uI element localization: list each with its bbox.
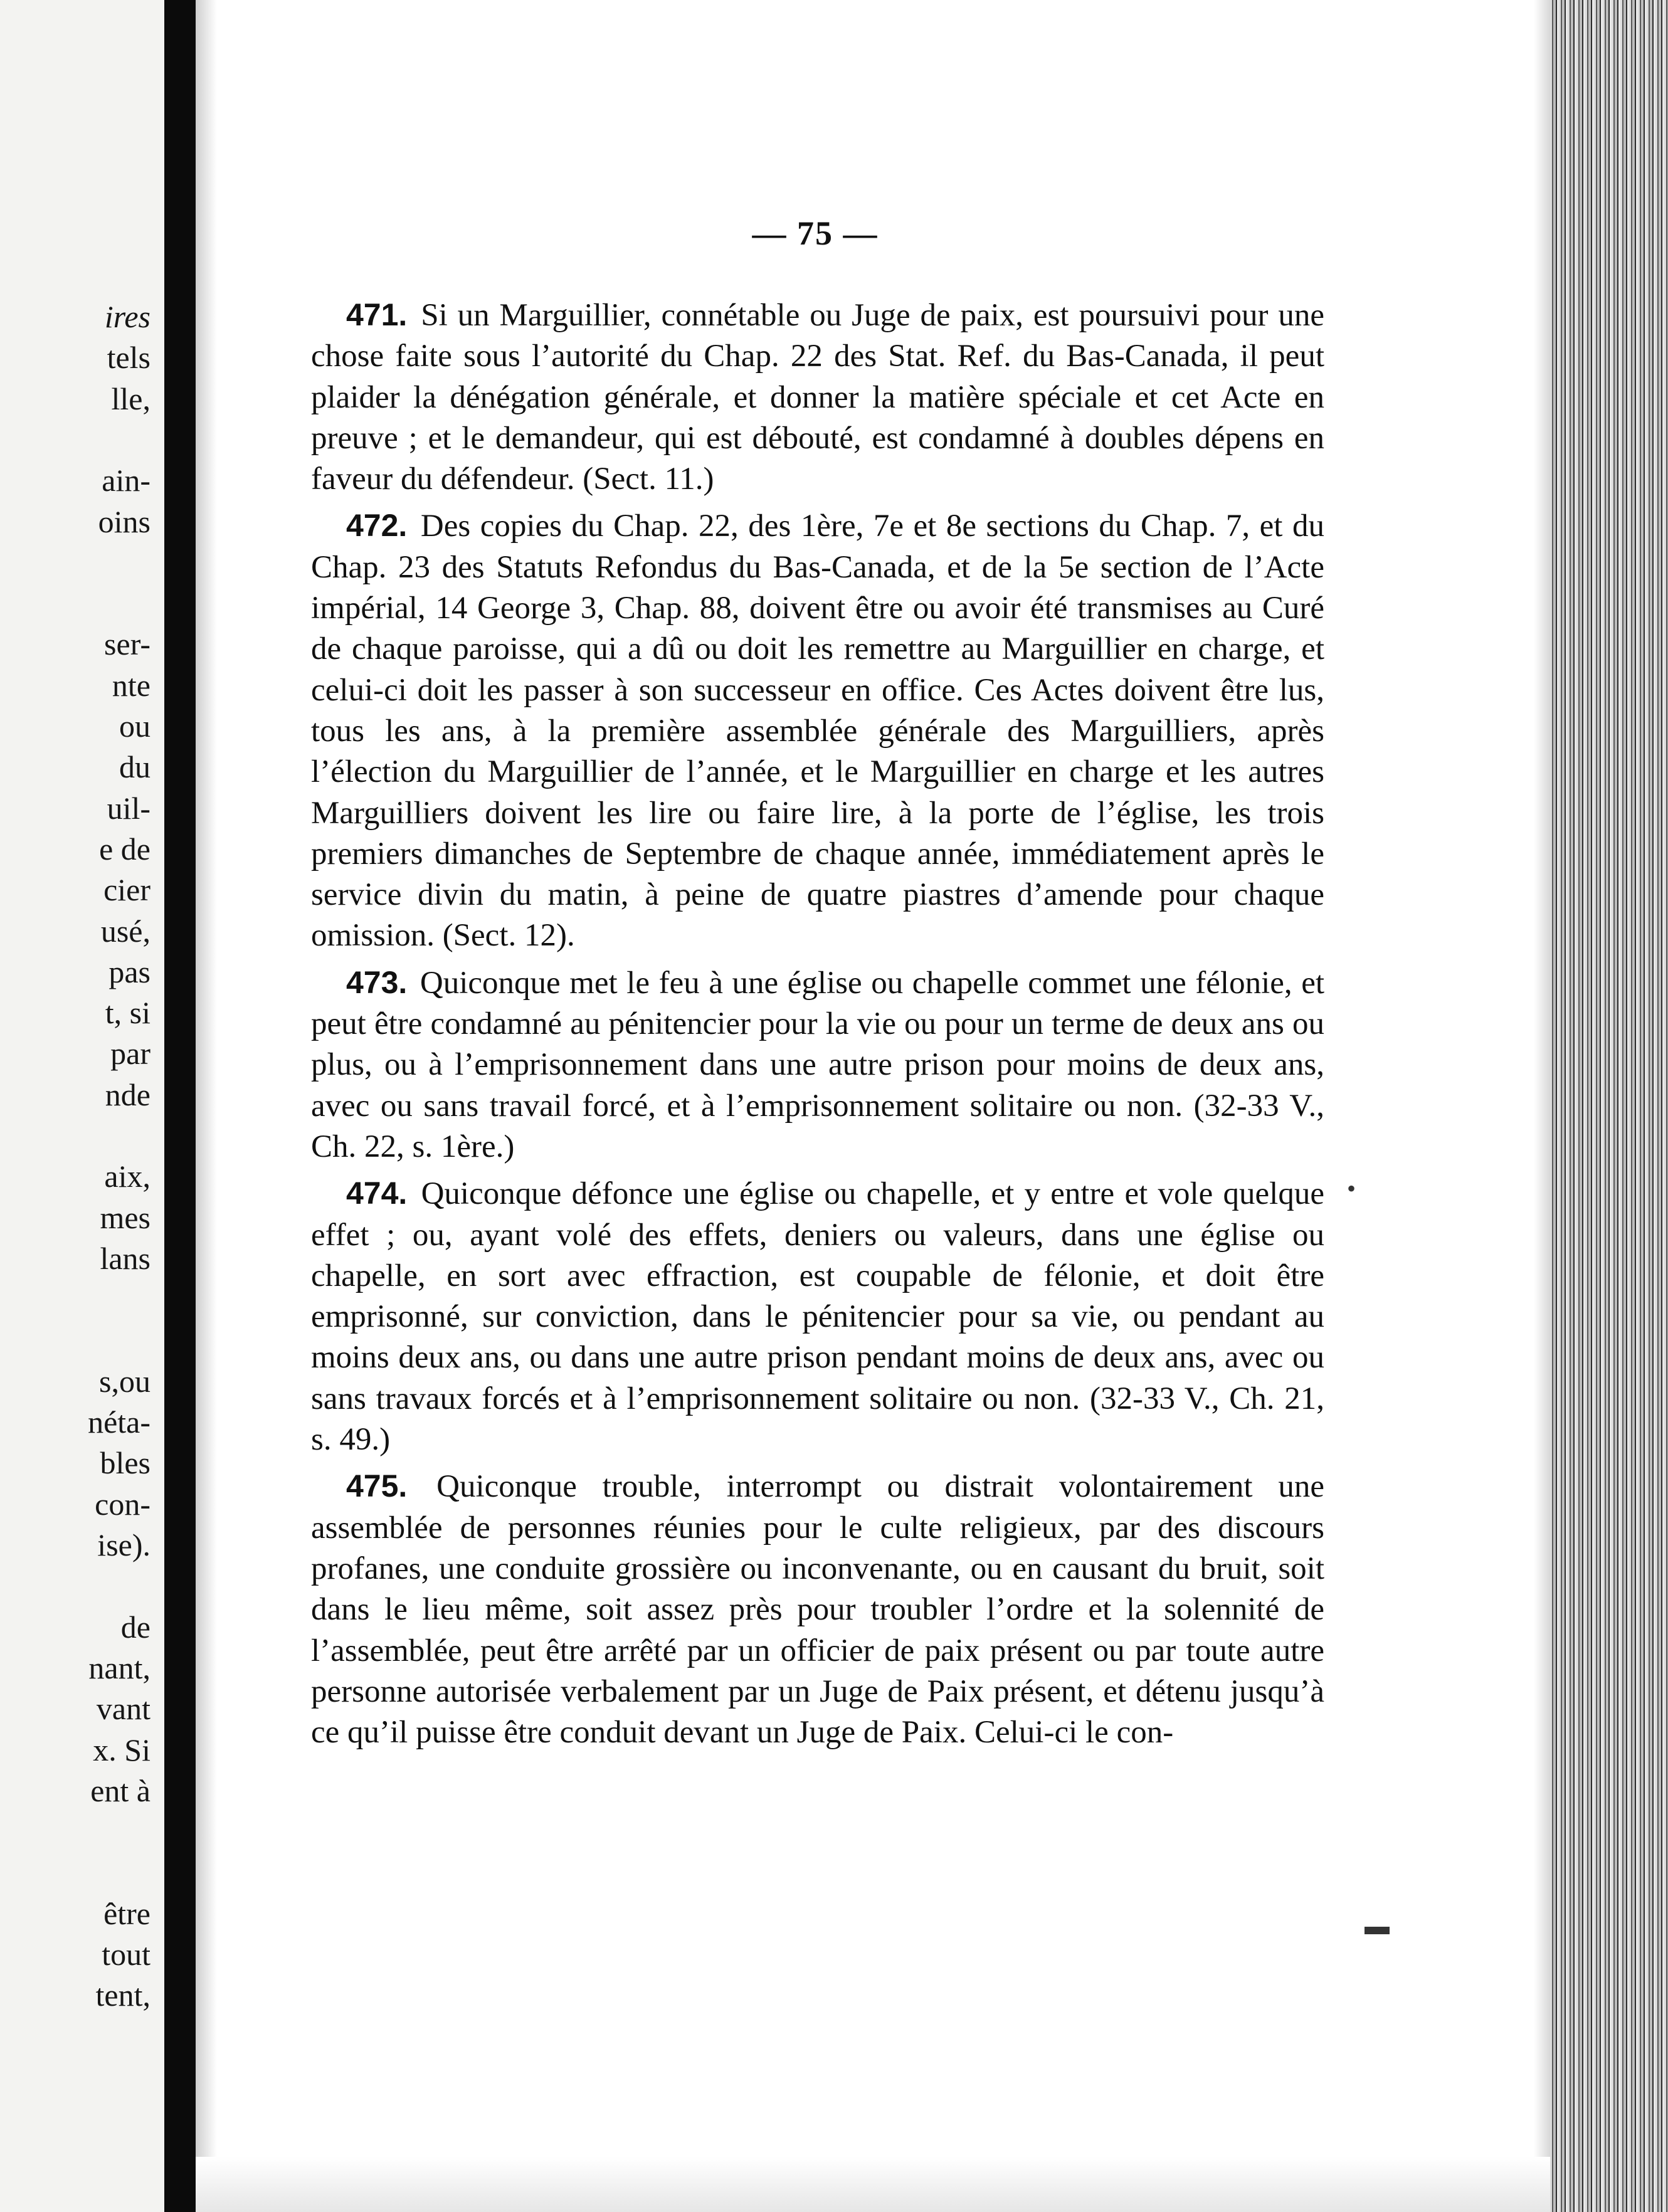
article-473 [311,962,1324,1167]
facing-page-fragment: tout [102,1937,150,1972]
article-number: 474. [346,1176,408,1211]
article-474 [311,1173,1324,1460]
article-number: 471. [346,297,408,332]
facing-page-fragment: vant [96,1691,150,1727]
facing-page-fragment: du [119,749,150,785]
facing-page-fragment: cier [103,872,150,908]
facing-page-fragment: être [103,1895,150,1931]
facing-page-fragment: nant, [88,1650,150,1685]
book-binding-shadow [164,0,196,2212]
facing-page-fragment: oins [98,503,150,539]
page-stack-edge [1550,0,1668,2212]
article-text: Des copies du Chap. 22, des 1ère, 7e et 8e sections du Chap. 7, et du Chap. 23 des Statuts Refondus du Bas-Canada, et de la 5e section de l’Acte impérial, 14 George 3, Chap. 88, doivent être ou avoir été transmises au Curé de chaque paroisse, qui a dû ou doit les remettre au Marguillier en charge, et celui-ci doit les passer à son successeur en office. Ces Actes doivent être lus, tous les ans, à la première assemblée générale des Marguilliers, après l’élection du Marguillier de l’année, et le Marguillier en charge et les autres Marguilliers doivent les lire ou faire lire, à la porte de l’église, les trois premiers dimanches de Septembre de chaque année, immédiatement après le service divin du matin, à peine de quatre piastres d’amende pour chaque omission. (Sect. 12). [311,508,1325,954]
article-number: 473. [346,964,408,1000]
facing-page-fragment: s,ou [99,1363,150,1399]
article-number: 472. [346,508,408,544]
article-472 [311,505,1324,956]
facing-page-fragment: tels [107,340,150,376]
bottom-page-shade [196,2157,1550,2212]
scan-speck: • [1347,1174,1356,1203]
facing-page-fragment: de [120,1609,150,1645]
article-text: Si un Marguillier, connétable ou Juge de paix, est poursuivi pour une chose faite sous l’autorité du Chap. 22 des Stat. Ref. du Bas-Canada, il peut plaider la dénégation générale, et donner la matière spéciale et cet Acte en preuve ; et le demandeur, qui est débouté, est condamné à doubles dépens en faveur du défendeur. (Sect. 11.) [311,298,1325,497]
facing-page-fragment: con- [95,1486,150,1522]
facing-page-fragment: usé, [100,913,150,949]
facing-page-fragment: ires [104,299,150,334]
facing-page-fragment: lle, [111,381,150,416]
facing-page-fragment: uil- [107,790,150,826]
facing-page-fragment: pas [108,954,150,989]
facing-page-edge [0,0,164,2212]
facing-page-fragment: nde [105,1077,150,1112]
article-text: Quiconque met le feu à une église ou chapelle commet une félonie, et peut être condamné au pénitencier pour la vie ou pour un terme de deux ans ou plus, ou à l’emprisonnement dans une autre prison pour moins de deux ans, avec ou sans travail forcé, et à l’emprisonnement solitaire ou non. (32-33 V., Ch. 22, s. 1ère.) [311,965,1324,1164]
page-body [311,295,1324,1759]
facing-page-fragment: ou [119,708,150,744]
fore-edge-shadow [1534,0,1550,2212]
facing-page-fragment: aix, [104,1159,150,1194]
facing-page-fragment: néta- [88,1404,150,1440]
facing-page-fragment: t, si [105,995,150,1031]
facing-page-fragment: x. Si [93,1732,150,1767]
scan-speck: ▬ [1364,1912,1390,1940]
facing-page-fragment: ent à [90,1772,150,1808]
facing-page-fragment: bles [100,1445,150,1481]
facing-page-fragment: ain- [102,463,150,498]
article-475 [311,1466,1324,1753]
gutter-shadow [196,0,217,2212]
facing-page-fragment: lans [100,1240,150,1276]
facing-page-fragment: par [110,1036,150,1072]
page-number: — 75 — [752,214,879,252]
facing-page-fragment: tent, [95,1978,150,2013]
facing-page-fragment: nte [112,667,150,703]
article-text: Quiconque défonce une église ou chapelle, et y entre et vole quelque effet ; ou, ayant volé des effets, deniers ou valeurs, dans une église ou chapelle, en sort avec effraction, est coupable de félonie, et doit être emprisonné, sur conviction, dans le pénitencier pour sa vie, ou pendant au moins deux ans, ou dans une autre prison pendant moins de deux ans, avec ou sans travaux forcés et à l’emprisonnement solitaire ou non. (32-33 V., Ch. 21, s. 49.) [311,1176,1324,1458]
facing-page-fragment: ise). [97,1527,150,1562]
article-471 [311,295,1324,500]
facing-page-fragment: mes [100,1199,150,1235]
facing-page-fragment: e de [99,831,150,866]
article-number: 475. [346,1468,408,1504]
facing-page-fragment: ser- [104,626,150,662]
article-text: Quiconque trouble, interrompt ou distrait volontairement une assemblée de personnes réunies pour le culte religieux, par des discours profanes, une conduite grossière ou inconvenante, ou en causant du bruit, soit dans le lieu même, soit assez près pour troubler l’ordre et la solennité de l’assemblée, peut être arrêté par un officier de paix présent ou par toute autre personne autorisée verbalement par un Juge de Paix présent, et détenu jusqu’à ce qu’il puisse être conduit devant un Juge de Paix. Celui-ci le con- [311,1469,1324,1751]
